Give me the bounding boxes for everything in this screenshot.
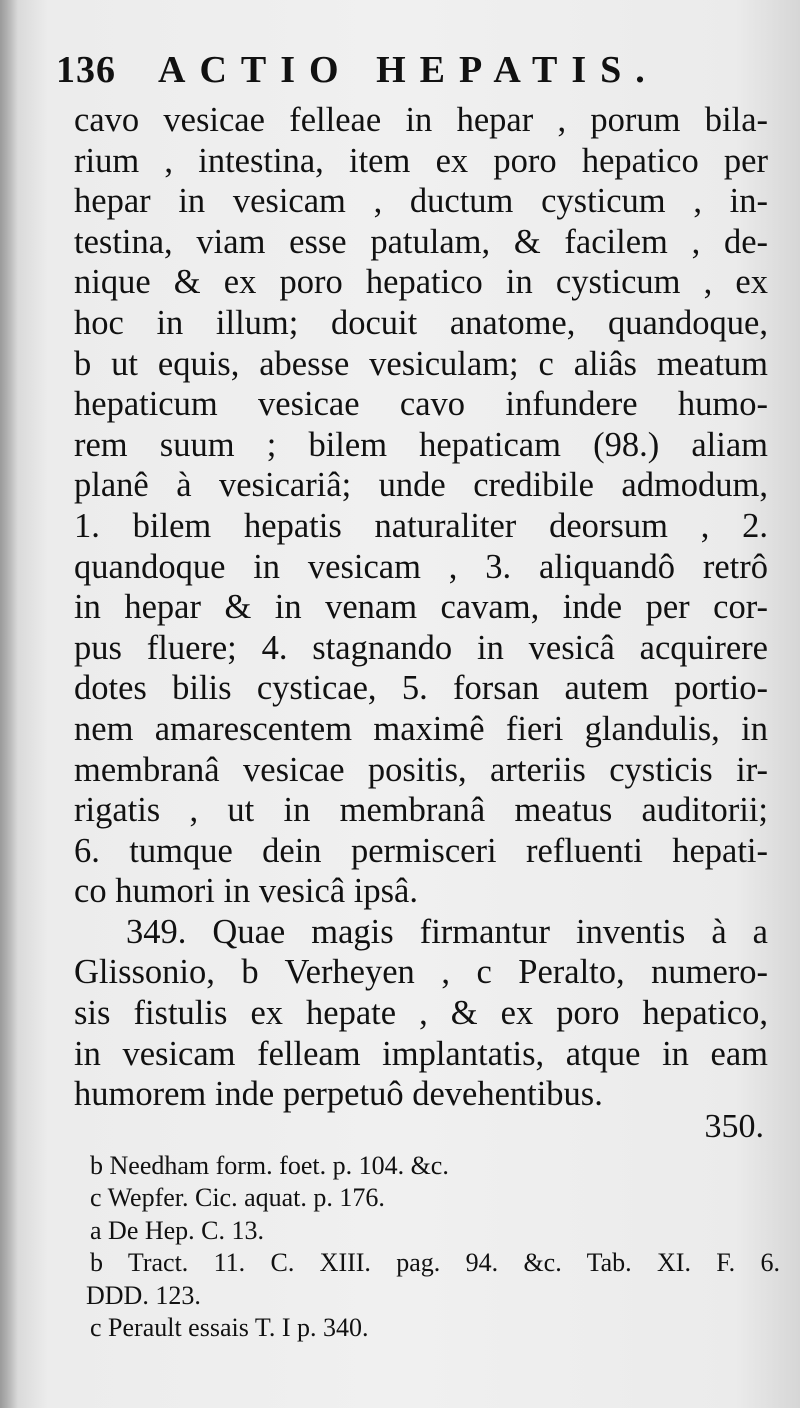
footnote: c Wepfer. Cic. aquat. p. 176.: [90, 1183, 385, 1213]
text-line: 6. tumque dein permisceri refluenti hepati-: [74, 831, 768, 870]
body-text: [74, 100, 768, 1115]
text-line: rem suum ; bilem hepaticam (98.) aliam: [74, 425, 768, 464]
catchword: 350.: [704, 1108, 764, 1145]
footnote: c Perault essais T. I p. 340.: [90, 1312, 369, 1342]
text-line: hepar in vesicam , ductum cysticum , in-: [74, 182, 768, 221]
text-line: sis fistulis ex hepate , & ex poro hepatico,: [74, 994, 768, 1033]
footnote-continuation: DDD. 123.: [86, 1280, 201, 1310]
footnote: b Needham form. foet. p. 104. &c.: [90, 1151, 449, 1180]
text-line: nique & ex poro hepatico in cysticum , ex: [74, 263, 768, 302]
paragraph-349-start: 349. Quae magis firmantur inventis à a: [126, 912, 768, 951]
text-line: b ut equis, abesse vesiculam; c aliâs meatum: [74, 344, 768, 383]
running-title: ACTIO HEPATIS.: [158, 49, 659, 91]
text-line: quandoque in vesicam , 3. aliquandô retrô: [74, 547, 768, 586]
text-line: cavo vesicae felleae in hepar , porum bila-: [74, 101, 768, 139]
text-line: Glissonio, b Verheyen , c Peralto, numero-: [74, 953, 768, 992]
text-line: 1. bilem hepatis naturaliter deorsum , 2.: [74, 506, 768, 545]
footnote: b Tract. 11. C. XIII. pag. 94. &c. Tab. XI. F. 6.: [90, 1248, 780, 1278]
page-header: [56, 48, 756, 98]
text-line: nem amarescentem maximê fieri glandulis, in: [74, 709, 768, 748]
text-line: humorem inde perpetuô devehentibus.: [74, 1075, 603, 1114]
text-line: planê à vesicariâ; unde credibile admodum,: [74, 466, 768, 505]
text-line: rium , intestina, item ex poro hepatico per: [74, 141, 768, 180]
page-gutter-shadow: [0, 0, 18, 1408]
text-line: rigatis , ut in membranâ meatus auditorii;: [74, 791, 768, 830]
text-line: hoc in illum; docuit anatome, quandoque,: [74, 303, 768, 342]
text-line: testina, viam esse patulam, & facilem , de-: [74, 222, 768, 261]
text-line: co humori in vesicâ ipsâ.: [74, 872, 418, 911]
text-line: hepaticum vesicae cavo infundere humo-: [74, 385, 768, 424]
text-line: in hepar & in venam cavam, inde per cor-: [74, 588, 768, 627]
text-line: dotes bilis cysticae, 5. forsan autem portio-: [74, 669, 768, 708]
footnotes: [86, 1150, 780, 1344]
page-number: 136: [56, 49, 116, 91]
footnote: a De Hep. C. 13.: [90, 1215, 265, 1245]
text-line: membranâ vesicae positis, arteriis cysticis ir-: [74, 750, 768, 789]
text-line: pus fluere; 4. stagnando in vesicâ acquirere: [74, 628, 768, 667]
text-line: in vesicam felleam implantatis, atque in eam: [74, 1034, 768, 1073]
